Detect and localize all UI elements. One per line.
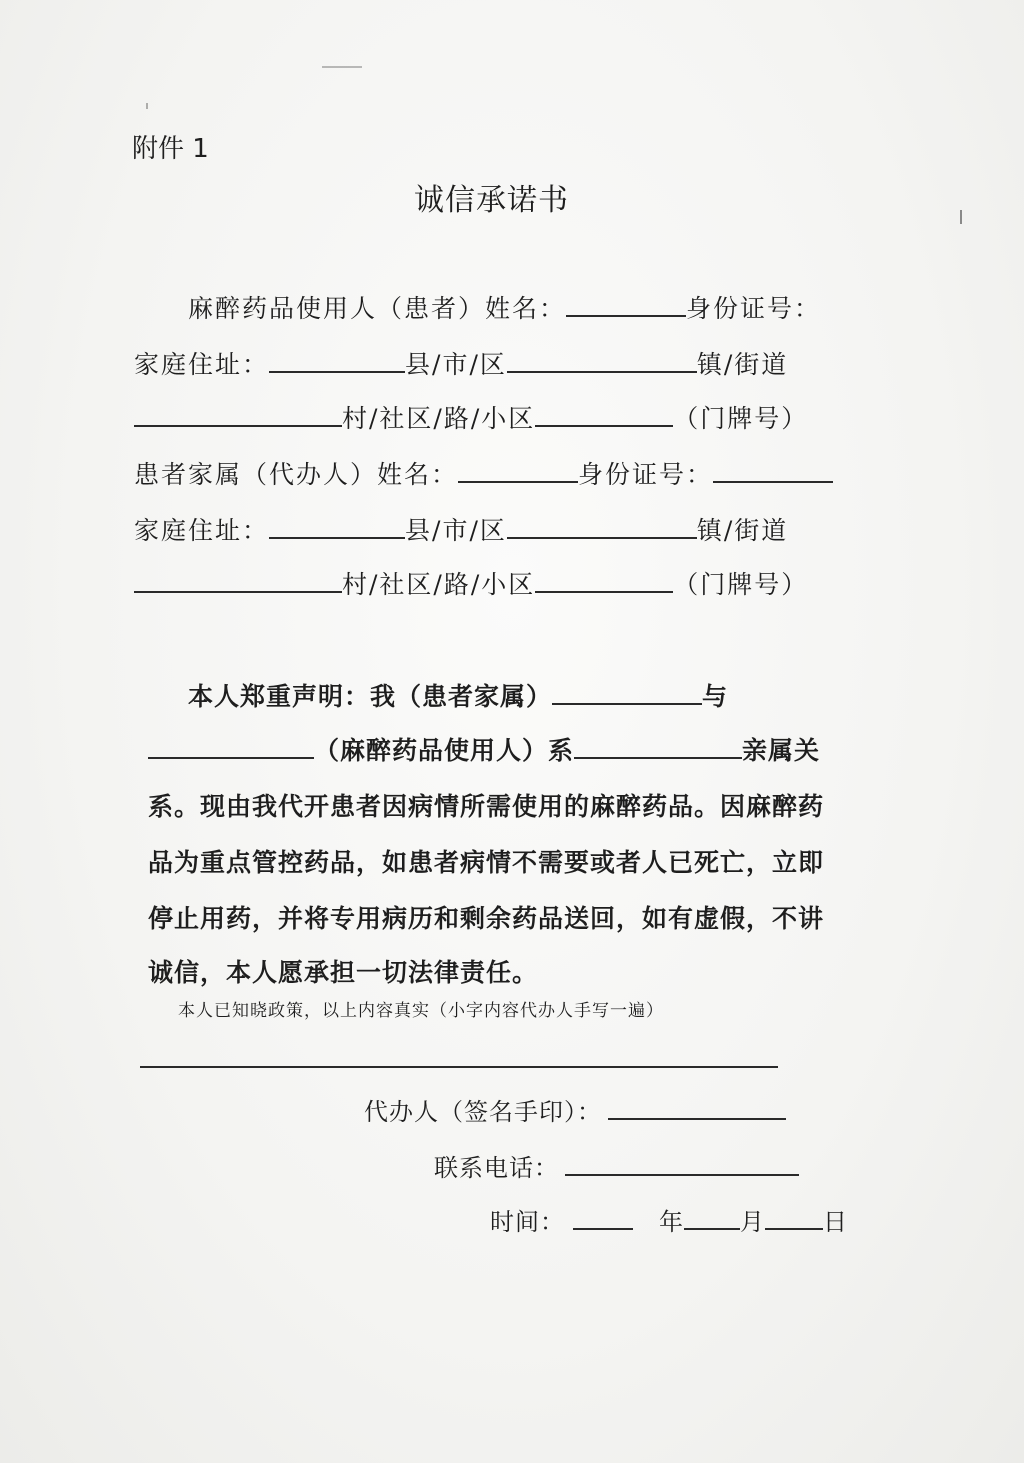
patient-user-blank: [148, 753, 314, 759]
patient-town-blank: [507, 367, 697, 373]
patient-name-row: [188, 296, 821, 321]
agent-name-blank: [458, 477, 578, 483]
agent-county-blank: [269, 533, 405, 539]
relation-blank: [574, 753, 742, 759]
phone-row: [434, 1156, 799, 1180]
agent-village-blank: [134, 587, 342, 593]
patient-village-label: 村/社区/路/小区: [342, 404, 536, 433]
declaration-line-4: 品为重点管控药品，如患者病情不需要或者人已死亡，立即: [148, 848, 825, 877]
declaration-line-1: [188, 684, 728, 709]
month-label: 月: [740, 1208, 765, 1236]
agent-town-label: 镇/街道: [696, 516, 789, 545]
phone-label: 联系电话：: [434, 1154, 559, 1182]
patient-address-row: [134, 352, 788, 377]
agent-town-blank: [507, 533, 697, 539]
patient-town-label: 镇/街道: [696, 350, 789, 379]
declaration-line-3: 系。现由我代开患者因病情所需使用的麻醉药品。因麻醉药: [148, 792, 825, 821]
declaration-line-1a: 本人郑重声明：我（患者家属）: [188, 682, 553, 711]
patient-address-label: 家庭住址：: [134, 350, 270, 379]
agent-address-row: [134, 518, 788, 543]
declaration-line-2b: 亲属关: [742, 736, 821, 765]
agent-id-label: 身份证号：: [578, 460, 714, 489]
agent-name-label: 患者家属（代办人）姓名：: [134, 460, 459, 489]
patient-county-label: 县/市/区: [405, 350, 507, 379]
patient-county-blank: [269, 367, 405, 373]
declaration-line-2a: （麻醉药品使用人）系: [314, 736, 575, 765]
agent-id-blank: [713, 477, 833, 483]
agent-house-label: （门牌号）: [673, 570, 809, 599]
handwriting-blank: [140, 1062, 778, 1068]
scuff-mark: [146, 103, 148, 109]
day-blank: [765, 1224, 823, 1230]
patient-village-row: [134, 406, 808, 431]
year-label: 年: [659, 1208, 684, 1236]
date-row: [490, 1210, 848, 1234]
patient-id-label: 身份证号：: [686, 294, 822, 323]
patient-name-blank: [566, 311, 686, 317]
attachment-label: 附件 1: [132, 134, 209, 164]
declaration-line-6: 诚信，本人愿承担一切法律责任。: [148, 958, 539, 987]
agent-village-row: [134, 572, 808, 597]
scuff-mark: [960, 210, 962, 224]
patient-house-label: （门牌号）: [673, 404, 809, 433]
policy-note: 本人已知晓政策，以上内容真实（小字内容代办人手写一遍）: [178, 1001, 664, 1021]
agent-village-label: 村/社区/路/小区: [342, 570, 536, 599]
agent-address-label: 家庭住址：: [134, 516, 270, 545]
year-blank: [573, 1224, 633, 1230]
month-blank: [684, 1224, 740, 1230]
declaration-line-2: [148, 738, 820, 763]
family-name-blank: [552, 699, 702, 705]
agent-signature-label: 代办人（签名手印）：: [364, 1098, 602, 1126]
agent-signature-row: [364, 1100, 786, 1124]
agent-county-label: 县/市/区: [405, 516, 507, 545]
declaration-line-1b: 与: [702, 682, 729, 711]
patient-village-blank: [134, 421, 342, 427]
day-label: 日: [823, 1208, 848, 1236]
agent-house-blank: [535, 587, 673, 593]
phone-blank: [565, 1170, 799, 1176]
declaration-line-5: 停止用药，并将专用病历和剩余药品送回，如有虚假，不讲: [148, 904, 825, 933]
time-label: 时间：: [490, 1208, 565, 1236]
agent-name-row: [134, 462, 833, 487]
scuff-mark: [322, 66, 362, 68]
page-title: 诚信承诺书: [414, 183, 569, 218]
agent-signature-blank: [608, 1114, 786, 1120]
patient-name-label: 麻醉药品使用人（患者）姓名：: [188, 294, 567, 323]
patient-house-blank: [535, 421, 673, 427]
